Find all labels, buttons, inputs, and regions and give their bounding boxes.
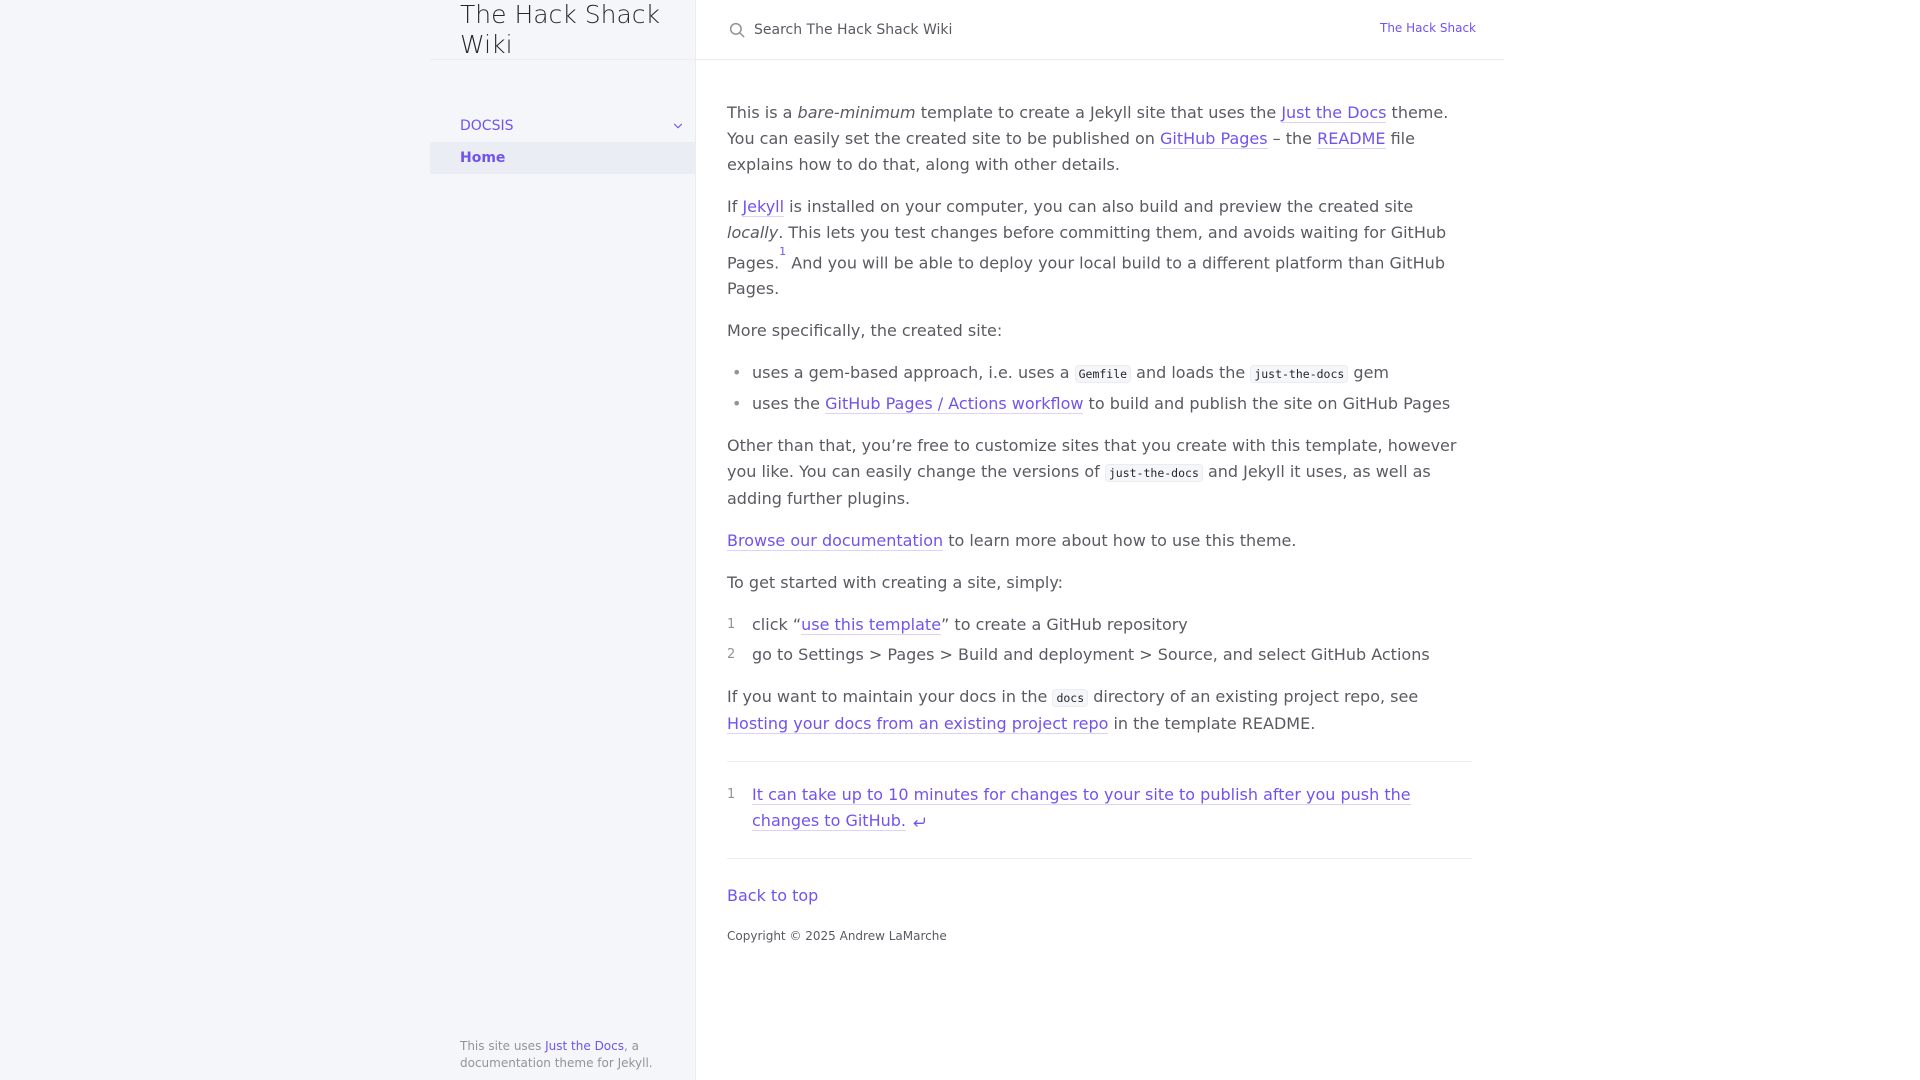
docs-dir-paragraph: [727, 684, 1472, 737]
getting-started-paragraph: To get started with creating a site, simply:: [727, 573, 1064, 593]
specifics-paragraph: More specifically, the created site:: [727, 321, 1003, 341]
site-nav: [430, 110, 695, 174]
steps-list: [727, 612, 1472, 668]
nav-category-label: DOCSIS: [460, 118, 514, 134]
footnote-text-link[interactable]: It can take up to 10 minutes for changes to your site to publish after you push the changes to GitHub.: [752, 785, 1411, 831]
features-list: [727, 360, 1472, 417]
actions-workflow-link[interactable]: GitHub Pages / Actions workflow: [825, 394, 1084, 414]
footnote-number: 1: [727, 787, 736, 803]
sidebar-footer-prefix: This site uses: [460, 1039, 546, 1053]
code-just-the-docs: just-the-docs: [1105, 464, 1203, 482]
text: in the template README.: [1108, 714, 1316, 734]
step-number: 1: [727, 617, 736, 633]
text: and Jekyll it uses, as well as adding further plugins.: [727, 462, 1431, 509]
list-item: [752, 391, 1472, 417]
just-the-docs-footer-link[interactable]: Just the Docs: [545, 1039, 624, 1053]
site-title[interactable]: The Hack Shack Wiki: [460, 0, 660, 59]
browse-paragraph: [727, 528, 1472, 554]
text: gem: [1348, 363, 1389, 383]
emphasis: bare-minimum: [797, 103, 916, 122]
footnote-item: [727, 782, 1472, 834]
code-docs: docs: [1052, 689, 1088, 707]
back-to-top-link[interactable]: Back to top: [727, 886, 819, 906]
copyright-text: Copyright © 2025 Andrew LaMarche: [727, 929, 947, 944]
list-item: [752, 360, 1472, 387]
text: go to Settings > Pages > Build and deployment > Source, and select GitHub Actions: [752, 645, 1430, 665]
search-input[interactable]: [752, 14, 1356, 46]
use-this-template-link[interactable]: use this template: [801, 615, 942, 635]
text: Other than that, you’re free to customize sites that you create with this template, however you like. You can easily change the versions of: [727, 436, 1457, 482]
customize-paragraph: [727, 433, 1472, 512]
text: template to create a Jekyll site that uses the: [915, 103, 1282, 122]
code-just-the-docs: just-the-docs: [1250, 365, 1348, 383]
hosting-docs-link[interactable]: Hosting your docs from an existing project repo: [727, 714, 1109, 734]
search-icon: [728, 21, 746, 39]
return-arrow-icon[interactable]: [911, 815, 927, 829]
code-gemfile: Gemfile: [1075, 365, 1131, 383]
text: If you want to maintain your docs in the: [727, 687, 1053, 707]
text: theme. You can easily set the created site to be published on: [727, 103, 1449, 148]
step-number: 2: [727, 647, 736, 663]
text: This is a: [727, 103, 798, 122]
footnote-ref-link[interactable]: 1: [779, 245, 787, 258]
text: directory of an existing project repo, see: [1088, 687, 1419, 707]
list-item: [727, 612, 1472, 638]
footnotes: [727, 782, 1472, 834]
nav-item-label: Home: [460, 150, 506, 166]
text: uses the: [752, 394, 826, 414]
text: . This lets you test changes before committing them, and avoids waiting for GitHub Pages.: [727, 223, 1447, 273]
text: is installed on your computer, you can also build and preview the created site: [784, 197, 1414, 216]
sidebar-footer: [460, 1038, 670, 1072]
footer-divider: [727, 858, 1472, 859]
chevron-down-icon[interactable]: [671, 119, 685, 133]
text: file explains how to do that, along with other details.: [727, 129, 1415, 174]
readme-link[interactable]: README: [1317, 129, 1386, 148]
text: If: [727, 197, 743, 216]
text: and loads the: [1131, 363, 1251, 383]
list-item: [727, 642, 1472, 668]
text: to build and publish the site on GitHub Pages: [1083, 394, 1451, 414]
back-to-top: [727, 883, 1472, 909]
intro-paragraph: [727, 100, 1472, 178]
text: click “: [752, 615, 802, 635]
text: uses a gem-based approach, i.e. uses a: [752, 363, 1075, 383]
github-pages-link[interactable]: GitHub Pages: [1159, 129, 1268, 148]
footnotes-divider: [727, 761, 1472, 762]
text: ” to create a GitHub repository: [941, 615, 1188, 635]
text: – the: [1267, 129, 1318, 148]
nav-item-home[interactable]: [430, 142, 695, 174]
nav-category-docsis[interactable]: [430, 110, 695, 142]
jekyll-link[interactable]: Jekyll: [742, 197, 785, 216]
emphasis: locally: [727, 223, 779, 242]
sidebar-footer-suffix: , a documentation theme for Jekyll.: [460, 1039, 653, 1070]
jekyll-paragraph: [727, 194, 1472, 302]
just-the-docs-link[interactable]: Just the Docs: [1281, 103, 1387, 122]
main-content: [727, 100, 1472, 949]
text: And you will be able to deploy your local build to a different platform than GitHub Pages.: [727, 253, 1445, 299]
aux-nav-link[interactable]: The Hack Shack: [1380, 21, 1476, 35]
text: to learn more about how to use this theme.: [943, 531, 1297, 551]
browse-documentation-link[interactable]: Browse our documentation: [727, 531, 944, 551]
